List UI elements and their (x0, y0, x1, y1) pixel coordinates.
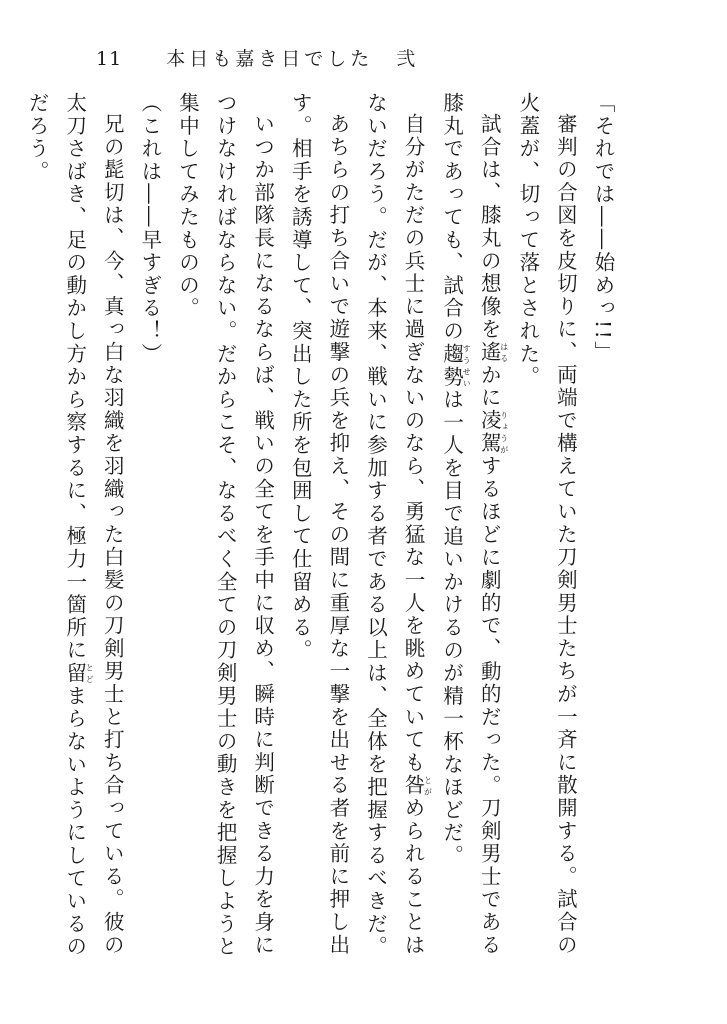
text-run: 自分がただの兵士に過ぎないのなら、勇猛な一人を眺めていても (401, 112, 426, 774)
paragraph (18, 92, 131, 972)
dialogue-line: （これは――早すぎる！） (137, 92, 162, 366)
furigana-word: 咎とが (401, 773, 433, 797)
text-run: するほどに劇的で、動的だった。刀剣男士である膝丸であっても、試合の (439, 92, 502, 957)
furigana-reading: すうせい (462, 342, 472, 389)
paragraph: あちらの打ち合いで遊撃の兵を抑え、その間に重厚な一撃を出せる者を前に押し出す。相手を誘導して、突出した所を包囲して仕留める。 (288, 92, 350, 957)
furigana-reading: はる (499, 340, 509, 364)
page-header (96, 44, 419, 71)
dialogue-line: 「それでは――始めっ!!」 (591, 92, 615, 364)
furigana-reading: とど (85, 662, 95, 685)
text-run: 兄の髭切は、今、真っ白な羽織を羽織った白髪の刀剣男士と打ち合っている。彼の太刀さばき、足の動かし方から察するに、極力一箇所に (62, 92, 125, 957)
text-run: まらないようにしているのだろう。 (25, 92, 87, 959)
furigana-word: 留とど (62, 662, 95, 685)
furigana-reading: とが (423, 773, 433, 797)
text-run: 試合は、膝丸の想像を (477, 112, 502, 341)
paragraph: いつか部隊長になるならば、戦いの全てを手中に収め、瞬時に判断できる力を身につけなければならない。だからこそ、なるべく全ての刀剣男士の動きを把握しようと集中してみたものの。 (175, 92, 275, 959)
furigana-word: 凌駕りょうが (477, 408, 509, 455)
furigana-word: 趨勢すうせい (439, 342, 472, 389)
paragraph (356, 92, 432, 972)
page-number: 11 (96, 48, 123, 70)
running-title: 本日も嘉き日でした 弐 (166, 48, 420, 70)
furigana-reading: りょうが (499, 408, 509, 455)
text-run: は一人を目で追いかけるのが精一杯なほどだ。 (439, 388, 464, 868)
paragraph (432, 92, 508, 972)
text-run: められることはないだろう。だが、本来、戦いに参加する者である以上は、全体を把握するべきだ。 (363, 92, 426, 959)
text-run: かに (477, 363, 502, 409)
paragraph: 審判の合図を皮切りに、両端で構えていた刀剣男士たちが一斉に散開する。試合の火蓋が、切って落とされた。 (515, 92, 578, 957)
furigana-word: 遙はる (477, 340, 509, 364)
vertical-body-text (25, 92, 621, 972)
